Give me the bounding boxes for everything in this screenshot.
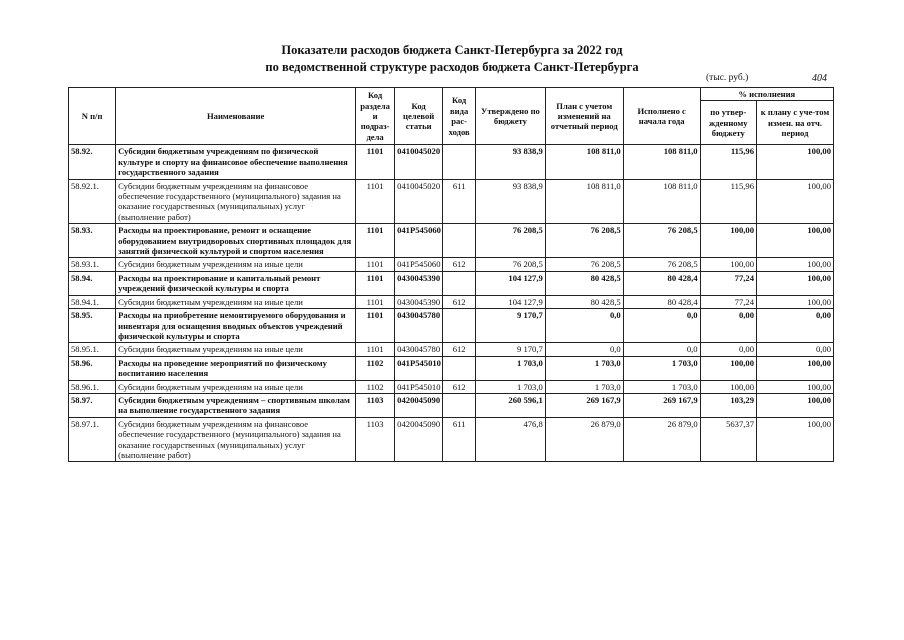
row-num: 58.95. — [69, 309, 116, 343]
row-pct-approved: 100,00 — [700, 258, 756, 271]
row-name: Субсидии бюджетным учреждениям – спортивным школам на выполнение государственного задания — [116, 393, 356, 417]
row-pct-plan: 100,00 — [757, 380, 834, 393]
header-num: N п/п — [69, 88, 116, 145]
table-row — [69, 343, 834, 356]
table-row — [69, 258, 834, 271]
row-section-code: 1101 — [356, 179, 395, 224]
row-plan: 0,0 — [545, 309, 623, 343]
row-name: Расходы на проведение мероприятий по физическому воспитанию населения — [116, 356, 356, 380]
row-pct-plan: 100,00 — [757, 224, 834, 258]
row-name: Субсидии бюджетным учреждениям на иные цели — [116, 343, 356, 356]
row-expense-type — [443, 145, 476, 179]
row-pct-plan: 100,00 — [757, 145, 834, 179]
row-executed: 1 703,0 — [623, 356, 700, 380]
row-expense-type: 612 — [443, 258, 476, 271]
row-section-code: 1103 — [356, 393, 395, 417]
row-section-code: 1101 — [356, 145, 395, 179]
row-name: Расходы на приобретение немонтируемого оборудования и инвентаря для оснащения вводных объектов учреждений физической культуры и спорта — [116, 309, 356, 343]
row-executed: 80 428,4 — [623, 295, 700, 308]
row-pct-approved: 100,00 — [700, 356, 756, 380]
table-row — [69, 224, 834, 258]
row-approved: 1 703,0 — [476, 380, 546, 393]
table-row — [69, 179, 834, 224]
row-target-code: 0430045390 — [395, 295, 443, 308]
row-name: Субсидии бюджетным учреждениям по физической культуре и спорту на финансовое обеспечение выполнения государственного задания — [116, 145, 356, 179]
row-expense-type — [443, 356, 476, 380]
header-pct-group: % исполнения — [700, 88, 833, 101]
row-section-code: 1101 — [356, 224, 395, 258]
row-executed: 0,0 — [623, 343, 700, 356]
row-plan: 80 428,5 — [545, 295, 623, 308]
table-row — [69, 271, 834, 295]
row-pct-approved: 77,24 — [700, 271, 756, 295]
row-num: 58.92. — [69, 145, 116, 179]
table-row — [69, 295, 834, 308]
row-num: 58.97.1. — [69, 417, 116, 462]
row-expense-type — [443, 224, 476, 258]
table-row — [69, 356, 834, 380]
row-section-code: 1101 — [356, 343, 395, 356]
row-pct-approved: 77,24 — [700, 295, 756, 308]
row-section-code: 1102 — [356, 356, 395, 380]
row-pct-approved: 100,00 — [700, 380, 756, 393]
row-plan: 0,0 — [545, 343, 623, 356]
row-name: Расходы на проектирование, ремонт и оснащение оборудованием внутридворовых спортивных площадок для занятий физической культурой и спортом населения — [116, 224, 356, 258]
row-pct-plan: 0,00 — [757, 309, 834, 343]
row-approved: 9 170,7 — [476, 309, 546, 343]
row-section-code: 1102 — [356, 380, 395, 393]
row-pct-approved: 115,96 — [700, 145, 756, 179]
row-plan: 1 703,0 — [545, 380, 623, 393]
row-target-code: 0430045780 — [395, 309, 443, 343]
table-row — [69, 417, 834, 462]
row-approved: 93 838,9 — [476, 179, 546, 224]
row-plan: 76 208,5 — [545, 224, 623, 258]
row-target-code: 041Р545060 — [395, 258, 443, 271]
row-pct-plan: 100,00 — [757, 179, 834, 224]
row-num: 58.97. — [69, 393, 116, 417]
row-num: 58.95.1. — [69, 343, 116, 356]
row-executed: 108 811,0 — [623, 145, 700, 179]
row-name: Субсидии бюджетным учреждениям на иные цели — [116, 258, 356, 271]
row-section-code: 1101 — [356, 271, 395, 295]
row-num: 58.92.1. — [69, 179, 116, 224]
header-section-code: Код раздела и подраз-дела — [356, 88, 395, 145]
row-expense-type: 612 — [443, 380, 476, 393]
row-name: Субсидии бюджетным учреждениям на иные цели — [116, 380, 356, 393]
header-name: Наименование — [116, 88, 356, 145]
header-expense-type: Код вида рас-ходов — [443, 88, 476, 145]
table-row — [69, 393, 834, 417]
row-section-code: 1101 — [356, 295, 395, 308]
row-pct-plan: 100,00 — [757, 258, 834, 271]
table-row — [69, 380, 834, 393]
row-approved: 76 208,5 — [476, 258, 546, 271]
row-target-code: 0430045780 — [395, 343, 443, 356]
row-plan: 108 811,0 — [545, 179, 623, 224]
row-name: Субсидии бюджетным учреждениям на финансовое обеспечение государственного (муниципального) задания на оказание государственных (муниципальных) услуг (выполнение работ) — [116, 417, 356, 462]
row-target-code: 041Р545010 — [395, 356, 443, 380]
row-pct-approved: 0,00 — [700, 343, 756, 356]
row-pct-approved: 100,00 — [700, 224, 756, 258]
row-target-code: 0420045090 — [395, 393, 443, 417]
row-num: 58.93. — [69, 224, 116, 258]
row-expense-type — [443, 393, 476, 417]
row-name: Расходы на проектирование и капитальный ремонт учреждений физической культуры и спорта — [116, 271, 356, 295]
row-pct-approved: 0,00 — [700, 309, 756, 343]
units-label: (тыс. руб.) — [706, 73, 749, 83]
row-executed: 76 208,5 — [623, 224, 700, 258]
row-num: 58.96. — [69, 356, 116, 380]
row-num: 58.93.1. — [69, 258, 116, 271]
header-pct-plan: к плану с уче-том измен. на отч. период — [757, 101, 834, 145]
row-expense-type: 611 — [443, 179, 476, 224]
row-pct-plan: 100,00 — [757, 393, 834, 417]
row-expense-type — [443, 309, 476, 343]
table-row — [69, 145, 834, 179]
row-target-code: 041Р545010 — [395, 380, 443, 393]
header-executed: Исполнено с начала года — [623, 88, 700, 145]
row-executed: 0,0 — [623, 309, 700, 343]
header-pct-approved: по утвер-жденному бюджету — [700, 101, 756, 145]
row-executed: 269 167,9 — [623, 393, 700, 417]
row-pct-plan: 100,00 — [757, 271, 834, 295]
row-num: 58.94.1. — [69, 295, 116, 308]
row-approved: 9 170,7 — [476, 343, 546, 356]
row-expense-type: 612 — [443, 295, 476, 308]
row-executed: 1 703,0 — [623, 380, 700, 393]
row-expense-type: 611 — [443, 417, 476, 462]
row-pct-plan: 100,00 — [757, 356, 834, 380]
row-approved: 93 838,9 — [476, 145, 546, 179]
row-target-code: 0420045090 — [395, 417, 443, 462]
row-executed: 80 428,4 — [623, 271, 700, 295]
row-pct-approved: 5637,37 — [700, 417, 756, 462]
row-approved: 1 703,0 — [476, 356, 546, 380]
document-title-line-2: по ведомственной структуре расходов бюджета Санкт-Петербурга — [265, 60, 639, 74]
row-approved: 260 596,1 — [476, 393, 546, 417]
row-plan: 26 879,0 — [545, 417, 623, 462]
row-pct-plan: 100,00 — [757, 417, 834, 462]
row-plan: 1 703,0 — [545, 356, 623, 380]
row-plan: 269 167,9 — [545, 393, 623, 417]
row-pct-plan: 0,00 — [757, 343, 834, 356]
row-num: 58.96.1. — [69, 380, 116, 393]
row-section-code: 1103 — [356, 417, 395, 462]
row-target-code: 0410045020 — [395, 145, 443, 179]
row-section-code: 1101 — [356, 258, 395, 271]
row-target-code: 0430045390 — [395, 271, 443, 295]
row-executed: 76 208,5 — [623, 258, 700, 271]
row-target-code: 0410045020 — [395, 179, 443, 224]
header-approved: Утверждено по бюджету — [476, 88, 546, 145]
row-approved: 476,8 — [476, 417, 546, 462]
header-plan: План с учетом изменений на отчетный период — [545, 88, 623, 145]
row-target-code: 041Р545060 — [395, 224, 443, 258]
row-approved: 104 127,9 — [476, 295, 546, 308]
row-executed: 26 879,0 — [623, 417, 700, 462]
row-pct-approved: 115,96 — [700, 179, 756, 224]
table-row — [69, 309, 834, 343]
row-pct-plan: 100,00 — [757, 295, 834, 308]
page-number: 404 — [812, 73, 827, 84]
row-plan: 108 811,0 — [545, 145, 623, 179]
row-expense-type — [443, 271, 476, 295]
row-num: 58.94. — [69, 271, 116, 295]
document-title-line-1: Показатели расходов бюджета Санкт-Петербурга за 2022 год — [281, 43, 623, 57]
header-target-code: Код целевой статьи — [395, 88, 443, 145]
row-executed: 108 811,0 — [623, 179, 700, 224]
row-name: Субсидии бюджетным учреждениям на финансовое обеспечение государственного (муниципального) задания на оказание государственных (муниципальных) услуг (выполнение работ) — [116, 179, 356, 224]
budget-table — [68, 87, 834, 462]
row-name: Субсидии бюджетным учреждениям на иные цели — [116, 295, 356, 308]
row-section-code: 1101 — [356, 309, 395, 343]
row-pct-approved: 103,29 — [700, 393, 756, 417]
row-plan: 80 428,5 — [545, 271, 623, 295]
row-expense-type: 612 — [443, 343, 476, 356]
row-plan: 76 208,5 — [545, 258, 623, 271]
row-approved: 104 127,9 — [476, 271, 546, 295]
row-approved: 76 208,5 — [476, 224, 546, 258]
